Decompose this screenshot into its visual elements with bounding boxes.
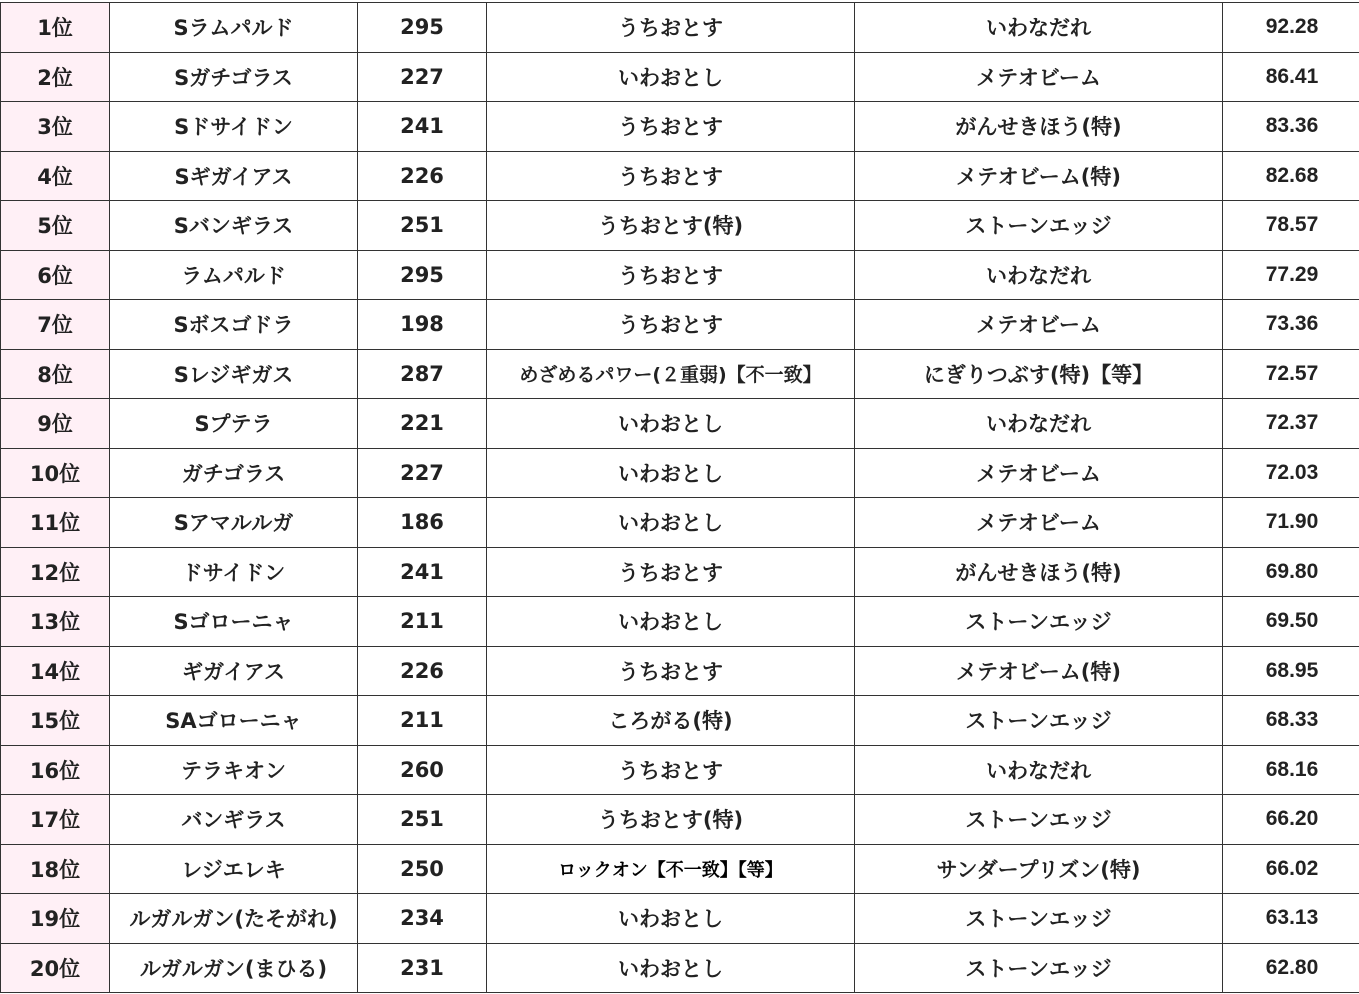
pokemon-name-cell — [110, 646, 358, 696]
rank-text: 14位 — [29, 659, 81, 684]
fast-move-cell — [487, 498, 855, 548]
rank-cell — [1, 102, 110, 152]
fast-move-cell — [487, 943, 855, 993]
pokemon-name-text: Sボスゴドラ — [173, 313, 294, 338]
fast-move-cell — [487, 3, 855, 53]
score-text: 86.41 — [1265, 64, 1319, 88]
score-text: 68.33 — [1265, 708, 1319, 732]
rank-text: 16位 — [29, 758, 81, 783]
fast-move-text: いわおとし — [618, 610, 723, 635]
attack-stat-cell — [358, 547, 487, 597]
pokemon-name-text: Sレジギガス — [173, 362, 294, 387]
fast-move-cell — [487, 844, 855, 894]
score-text: 66.20 — [1265, 807, 1319, 831]
fast-move-cell — [487, 597, 855, 647]
attack-stat-cell — [358, 795, 487, 845]
charged-move-text: がんせきほう(特) — [955, 560, 1122, 585]
attack-stat-cell — [358, 349, 487, 399]
charged-move-text: メテオビーム — [976, 65, 1101, 90]
attack-stat-text: 221 — [400, 411, 444, 436]
pokemon-name-text: Sガチゴラス — [174, 65, 293, 90]
pokemon-name-cell — [110, 547, 358, 597]
rank-text: 12位 — [29, 560, 81, 585]
rank-text: 3位 — [37, 115, 73, 140]
attack-stat-cell — [358, 745, 487, 795]
pokemon-name-cell — [110, 399, 358, 449]
pokemon-name-text: Sドサイドン — [174, 115, 293, 140]
table-row — [1, 399, 1359, 449]
score-text: 73.36 — [1265, 312, 1319, 336]
fast-move-text: うちおとす(特) — [597, 808, 744, 833]
score-cell — [1223, 597, 1359, 647]
charged-move-cell — [855, 3, 1223, 53]
charged-move-cell — [855, 547, 1223, 597]
score-cell — [1223, 795, 1359, 845]
charged-move-text: ストーンエッジ — [965, 956, 1112, 981]
rank-text: 19位 — [29, 907, 81, 932]
attack-stat-text: 231 — [400, 955, 444, 980]
rank-text: 8位 — [37, 362, 73, 387]
rank-cell — [1, 498, 110, 548]
rank-cell — [1, 399, 110, 449]
score-cell — [1223, 3, 1359, 53]
attack-stat-text: 211 — [400, 609, 444, 634]
rank-cell — [1, 894, 110, 944]
score-cell — [1223, 448, 1359, 498]
attack-stat-text: 250 — [400, 856, 444, 881]
charged-move-cell — [855, 448, 1223, 498]
charged-move-cell — [855, 646, 1223, 696]
score-text: 72.57 — [1265, 361, 1319, 385]
charged-move-cell — [855, 399, 1223, 449]
attack-stat-cell — [358, 102, 487, 152]
pokemon-name-text: Sゴローニャ — [173, 610, 294, 635]
charged-move-cell — [855, 894, 1223, 944]
attack-stat-cell — [358, 943, 487, 993]
score-text: 71.90 — [1265, 510, 1319, 534]
fast-move-text: うちおとす(特) — [597, 214, 744, 239]
fast-move-cell — [487, 547, 855, 597]
pokemon-name-text: ギガイアス — [182, 659, 285, 684]
table-row — [1, 597, 1359, 647]
attack-stat-cell — [358, 3, 487, 53]
pokemon-name-cell — [110, 795, 358, 845]
attack-stat-text: 251 — [400, 213, 444, 238]
pokemon-name-cell — [110, 300, 358, 350]
charged-move-text: がんせきほう(特) — [955, 115, 1122, 140]
rank-text: 5位 — [37, 214, 73, 239]
attack-stat-text: 241 — [400, 114, 444, 139]
charged-move-cell — [855, 844, 1223, 894]
pokemon-name-cell — [110, 844, 358, 894]
rank-text: 18位 — [29, 857, 81, 882]
score-cell — [1223, 547, 1359, 597]
charged-move-text: ストーンエッジ — [965, 907, 1112, 932]
charged-move-text: メテオビーム — [976, 313, 1101, 338]
score-cell — [1223, 151, 1359, 201]
fast-move-cell — [487, 52, 855, 102]
rank-cell — [1, 646, 110, 696]
pokemon-name-text: ラムパルド — [181, 263, 286, 288]
attack-stat-text: 234 — [400, 906, 444, 931]
table-row — [1, 943, 1359, 993]
attack-stat-cell — [358, 498, 487, 548]
fast-move-cell — [487, 745, 855, 795]
charged-move-cell — [855, 52, 1223, 102]
pokemon-name-cell — [110, 894, 358, 944]
charged-move-text: ストーンエッジ — [965, 214, 1112, 239]
fast-move-cell — [487, 250, 855, 300]
table-row — [1, 646, 1359, 696]
pokemon-name-text: Sギガイアス — [174, 164, 293, 189]
pokemon-name-text: ルガルガン(たそがれ) — [129, 907, 338, 932]
pokemon-name-text: Sバンギラス — [173, 214, 294, 239]
fast-move-text: めざめるパワー(２重弱)【不一致】 — [519, 364, 822, 387]
table-row — [1, 795, 1359, 845]
rank-cell — [1, 3, 110, 53]
pokemon-name-cell — [110, 498, 358, 548]
fast-move-text: うちおとす — [618, 263, 723, 288]
attack-stat-text: 227 — [400, 64, 444, 89]
pokemon-name-cell — [110, 3, 358, 53]
fast-move-cell — [487, 399, 855, 449]
attack-stat-cell — [358, 696, 487, 746]
fast-move-text: いわおとし — [618, 65, 723, 90]
charged-move-cell — [855, 102, 1223, 152]
charged-move-text: いわなだれ — [986, 263, 1091, 288]
charged-move-text: メテオビーム(特) — [956, 164, 1121, 189]
score-cell — [1223, 498, 1359, 548]
fast-move-text: うちおとす — [618, 659, 723, 684]
attack-stat-text: 295 — [400, 262, 444, 287]
attack-stat-cell — [358, 448, 487, 498]
charged-move-cell — [855, 795, 1223, 845]
pokemon-name-cell — [110, 201, 358, 251]
score-text: 83.36 — [1265, 114, 1319, 138]
score-text: 77.29 — [1265, 262, 1319, 286]
rank-cell — [1, 448, 110, 498]
fast-move-text: ロックオン【不一致】【等】 — [558, 859, 783, 881]
charged-move-cell — [855, 597, 1223, 647]
rank-text: 2位 — [37, 65, 73, 90]
charged-move-cell — [855, 151, 1223, 201]
charged-move-text: いわなだれ — [986, 758, 1091, 783]
table-row — [1, 3, 1359, 53]
fast-move-text: うちおとす — [618, 560, 723, 585]
pokemon-name-text: バンギラス — [181, 808, 286, 833]
rank-text: 10位 — [29, 461, 81, 486]
attack-stat-cell — [358, 250, 487, 300]
score-cell — [1223, 943, 1359, 993]
charged-move-cell — [855, 349, 1223, 399]
rank-cell — [1, 547, 110, 597]
table-row — [1, 894, 1359, 944]
rank-cell — [1, 349, 110, 399]
charged-move-text: ストーンエッジ — [965, 610, 1112, 635]
table-row — [1, 300, 1359, 350]
pokemon-name-cell — [110, 696, 358, 746]
attack-stat-text: 295 — [400, 15, 444, 40]
pokemon-name-text: テラキオン — [181, 758, 286, 783]
rank-text: 7位 — [37, 313, 73, 338]
score-cell — [1223, 102, 1359, 152]
pokemon-name-text: ドサイドン — [181, 560, 286, 585]
pokemon-name-cell — [110, 102, 358, 152]
attack-stat-text: 260 — [400, 757, 444, 782]
fast-move-cell — [487, 201, 855, 251]
score-cell — [1223, 696, 1359, 746]
table-row — [1, 547, 1359, 597]
attack-stat-cell — [358, 300, 487, 350]
charged-move-text: メテオビーム(特) — [956, 659, 1121, 684]
attack-stat-cell — [358, 399, 487, 449]
table-row — [1, 250, 1359, 300]
rank-cell — [1, 745, 110, 795]
fast-move-cell — [487, 349, 855, 399]
charged-move-cell — [855, 250, 1223, 300]
score-text: 69.50 — [1265, 609, 1319, 633]
table-row — [1, 745, 1359, 795]
attack-stat-text: 287 — [400, 361, 444, 386]
score-text: 82.68 — [1265, 163, 1319, 187]
charged-move-cell — [855, 696, 1223, 746]
charged-move-cell — [855, 745, 1223, 795]
score-cell — [1223, 894, 1359, 944]
fast-move-text: うちおとす — [618, 313, 723, 338]
score-text: 68.16 — [1265, 757, 1319, 781]
fast-move-text: ころがる(特) — [608, 709, 733, 734]
rank-cell — [1, 151, 110, 201]
score-cell — [1223, 349, 1359, 399]
attack-stat-text: 186 — [400, 510, 444, 535]
score-text: 62.80 — [1265, 955, 1319, 979]
fast-move-cell — [487, 448, 855, 498]
charged-move-cell — [855, 300, 1223, 350]
fast-move-cell — [487, 696, 855, 746]
attack-stat-cell — [358, 597, 487, 647]
score-text: 69.80 — [1265, 559, 1319, 583]
table-row — [1, 52, 1359, 102]
charged-move-text: メテオビーム — [976, 461, 1101, 486]
rank-cell — [1, 844, 110, 894]
attack-stat-cell — [358, 894, 487, 944]
rank-cell — [1, 597, 110, 647]
attack-stat-cell — [358, 844, 487, 894]
pokemon-name-cell — [110, 250, 358, 300]
charged-move-text: サンダープリズン(特) — [936, 857, 1141, 882]
fast-move-cell — [487, 102, 855, 152]
score-text: 92.28 — [1265, 15, 1319, 39]
attack-stat-text: 241 — [400, 559, 444, 584]
score-cell — [1223, 250, 1359, 300]
charged-move-text: にぎりつぶす(特)【等】 — [923, 362, 1154, 387]
score-cell — [1223, 646, 1359, 696]
table-row — [1, 201, 1359, 251]
fast-move-cell — [487, 894, 855, 944]
attack-stat-cell — [358, 52, 487, 102]
pokemon-name-text: SAゴローニャ — [165, 709, 302, 734]
ranking-table — [0, 2, 1359, 993]
rank-text: 9位 — [37, 412, 73, 437]
pokemon-name-text: ガチゴラス — [181, 461, 286, 486]
rank-text: 17位 — [29, 808, 81, 833]
fast-move-text: うちおとす — [618, 16, 723, 41]
pokemon-name-text: ルガルガン(まひる) — [139, 956, 328, 981]
score-cell — [1223, 300, 1359, 350]
fast-move-cell — [487, 300, 855, 350]
table-row — [1, 498, 1359, 548]
score-cell — [1223, 399, 1359, 449]
charged-move-text: メテオビーム — [976, 511, 1101, 536]
attack-stat-text: 226 — [400, 163, 444, 188]
rank-cell — [1, 696, 110, 746]
pokemon-name-cell — [110, 151, 358, 201]
attack-stat-text: 226 — [400, 658, 444, 683]
pokemon-name-cell — [110, 745, 358, 795]
rank-text: 20位 — [29, 956, 81, 981]
pokemon-name-cell — [110, 448, 358, 498]
pokemon-name-cell — [110, 349, 358, 399]
fast-move-cell — [487, 795, 855, 845]
pokemon-name-text: Sアマルルガ — [173, 511, 294, 536]
attack-stat-cell — [358, 201, 487, 251]
score-text: 63.13 — [1265, 906, 1319, 930]
score-cell — [1223, 52, 1359, 102]
score-text: 72.37 — [1265, 411, 1319, 435]
pokemon-name-cell — [110, 943, 358, 993]
rank-text: 15位 — [29, 709, 81, 734]
score-text: 72.03 — [1265, 460, 1319, 484]
ranking-table-body — [1, 3, 1359, 993]
table-row — [1, 696, 1359, 746]
charged-move-text: いわなだれ — [986, 412, 1091, 437]
rank-cell — [1, 250, 110, 300]
charged-move-cell — [855, 498, 1223, 548]
pokemon-name-text: Sプテラ — [194, 412, 273, 437]
attack-stat-cell — [358, 646, 487, 696]
attack-stat-cell — [358, 151, 487, 201]
attack-stat-text: 227 — [400, 460, 444, 485]
rank-text: 13位 — [29, 610, 81, 635]
charged-move-cell — [855, 943, 1223, 993]
pokemon-name-text: レジエレキ — [181, 857, 286, 882]
rank-text: 1位 — [37, 16, 73, 41]
rank-cell — [1, 943, 110, 993]
rank-text: 11位 — [29, 511, 81, 536]
table-row — [1, 102, 1359, 152]
rank-cell — [1, 52, 110, 102]
fast-move-cell — [487, 646, 855, 696]
pokemon-name-text: Sラムパルド — [173, 16, 294, 41]
rank-cell — [1, 201, 110, 251]
fast-move-text: いわおとし — [618, 956, 723, 981]
score-text: 66.02 — [1265, 856, 1319, 880]
fast-move-text: いわおとし — [618, 461, 723, 486]
table-row — [1, 844, 1359, 894]
score-cell — [1223, 844, 1359, 894]
attack-stat-text: 211 — [400, 708, 444, 733]
charged-move-text: ストーンエッジ — [965, 808, 1112, 833]
table-row — [1, 349, 1359, 399]
table-row — [1, 151, 1359, 201]
rank-text: 4位 — [37, 164, 73, 189]
score-text: 68.95 — [1265, 658, 1319, 682]
charged-move-cell — [855, 201, 1223, 251]
charged-move-text: いわなだれ — [986, 16, 1091, 41]
table-row — [1, 448, 1359, 498]
fast-move-text: うちおとす — [618, 758, 723, 783]
fast-move-text: うちおとす — [618, 115, 723, 140]
pokemon-name-cell — [110, 597, 358, 647]
charged-move-text: ストーンエッジ — [965, 709, 1112, 734]
rank-text: 6位 — [37, 263, 73, 288]
attack-stat-text: 198 — [400, 312, 444, 337]
fast-move-text: いわおとし — [618, 412, 723, 437]
attack-stat-text: 251 — [400, 807, 444, 832]
fast-move-text: いわおとし — [618, 907, 723, 932]
score-cell — [1223, 745, 1359, 795]
fast-move-text: いわおとし — [618, 511, 723, 536]
score-text: 78.57 — [1265, 213, 1319, 237]
score-cell — [1223, 201, 1359, 251]
fast-move-cell — [487, 151, 855, 201]
fast-move-text: うちおとす — [618, 164, 723, 189]
rank-cell — [1, 795, 110, 845]
rank-cell — [1, 300, 110, 350]
pokemon-name-cell — [110, 52, 358, 102]
